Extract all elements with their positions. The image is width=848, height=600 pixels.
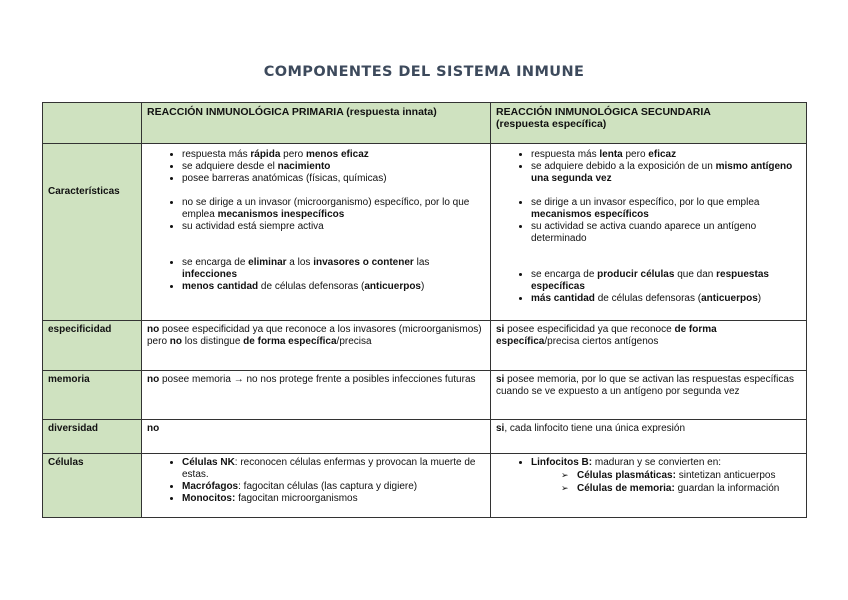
row-label-celulas: Células xyxy=(43,454,142,518)
row-label-diversidad: diversidad xyxy=(43,420,142,454)
header-secondary: REACCIÓN INMUNOLÓGICA SECUNDARIA (respuesta específica) xyxy=(491,103,807,144)
header-primary: REACCIÓN INMUNOLÓGICA PRIMARIA (respuesta innata) xyxy=(142,103,491,144)
caracteristicas-secondary xyxy=(491,144,807,321)
list-item: • se dirige a un invasor específico, por lo que emplea mecanismos específicos xyxy=(531,197,801,221)
list-item: • Linfocitos B: maduran y se convierten en: ➢ Células plasmáticas: sintetizan anticuerpos ➢ Células de memoria: guardan la información xyxy=(531,457,801,495)
header-corner xyxy=(43,103,142,144)
row-label-caracteristicas: Características xyxy=(43,144,142,321)
list-item: • su actividad está siempre activa xyxy=(182,221,485,233)
row-diversidad xyxy=(43,420,807,454)
celulas-secondary xyxy=(491,454,807,518)
header-row xyxy=(43,103,807,144)
list-item: • su actividad se activa cuando aparece un antígeno determinado xyxy=(531,221,801,245)
especificidad-primary: no posee especificidad ya que reconoce a los invasores (microorganismos) pero no los distingue de forma específica/precisa xyxy=(142,321,491,371)
diversidad-primary: no xyxy=(142,420,491,454)
sub-list-item: ➢ Células plasmáticas: sintetizan anticuerpos xyxy=(577,469,801,482)
celulas-primary xyxy=(142,454,491,518)
list-item: • más cantidad de células defensoras (anticuerpos) xyxy=(531,293,801,305)
memoria-secondary: si posee memoria, por lo que se activan las respuestas específicas cuando se ve expuesto a un antígeno por segunda vez xyxy=(491,371,807,420)
diversidad-secondary: si, cada linfocito tiene una única expresión xyxy=(491,420,807,454)
list-item: • se adquiere desde el nacimiento xyxy=(182,161,485,173)
row-label-especificidad: especificidad xyxy=(43,321,142,371)
row-caracteristicas xyxy=(43,144,807,321)
row-celulas xyxy=(43,454,807,518)
list-item: • se encarga de eliminar a los invasores o contener las infecciones xyxy=(182,257,485,281)
list-item: • Células NK: reconocen células enfermas y provocan la muerte de estas. xyxy=(182,457,485,481)
immune-system-table xyxy=(42,102,807,518)
list-item: • se adquiere debido a la exposición de un mismo antígeno una segunda vez xyxy=(531,161,801,185)
list-item: • respuesta más rápida pero menos eficaz xyxy=(182,149,485,161)
caracteristicas-primary xyxy=(142,144,491,321)
especificidad-secondary: si posee especificidad ya que reconoce de forma específica/precisa ciertos antígenos xyxy=(491,321,807,371)
list-item: • Macrófagos: fagocitan células (las captura y digiere) xyxy=(182,481,485,493)
row-memoria xyxy=(43,371,807,420)
row-label-memoria: memoria xyxy=(43,371,142,420)
sub-list-item: ➢ Células de memoria: guardan la información xyxy=(577,482,801,495)
list-item: • respuesta más lenta pero eficaz xyxy=(531,149,801,161)
list-item: • menos cantidad de células defensoras (anticuerpos) xyxy=(182,281,485,293)
list-item: • posee barreras anatómicas (físicas, químicas) xyxy=(182,173,485,185)
list-item: • se encarga de producir células que dan respuestas específicas xyxy=(531,269,801,293)
list-item: • Monocitos: fagocitan microorganismos xyxy=(182,493,485,505)
memoria-primary: no posee memoria → no nos protege frente a posibles infecciones futuras xyxy=(142,371,491,420)
row-especificidad xyxy=(43,321,807,371)
list-item: • no se dirige a un invasor (microorganismo) específico, por lo que emplea mecanismos inespecíficos xyxy=(182,197,485,221)
page-title: COMPONENTES DEL SISTEMA INMUNE xyxy=(263,64,585,80)
